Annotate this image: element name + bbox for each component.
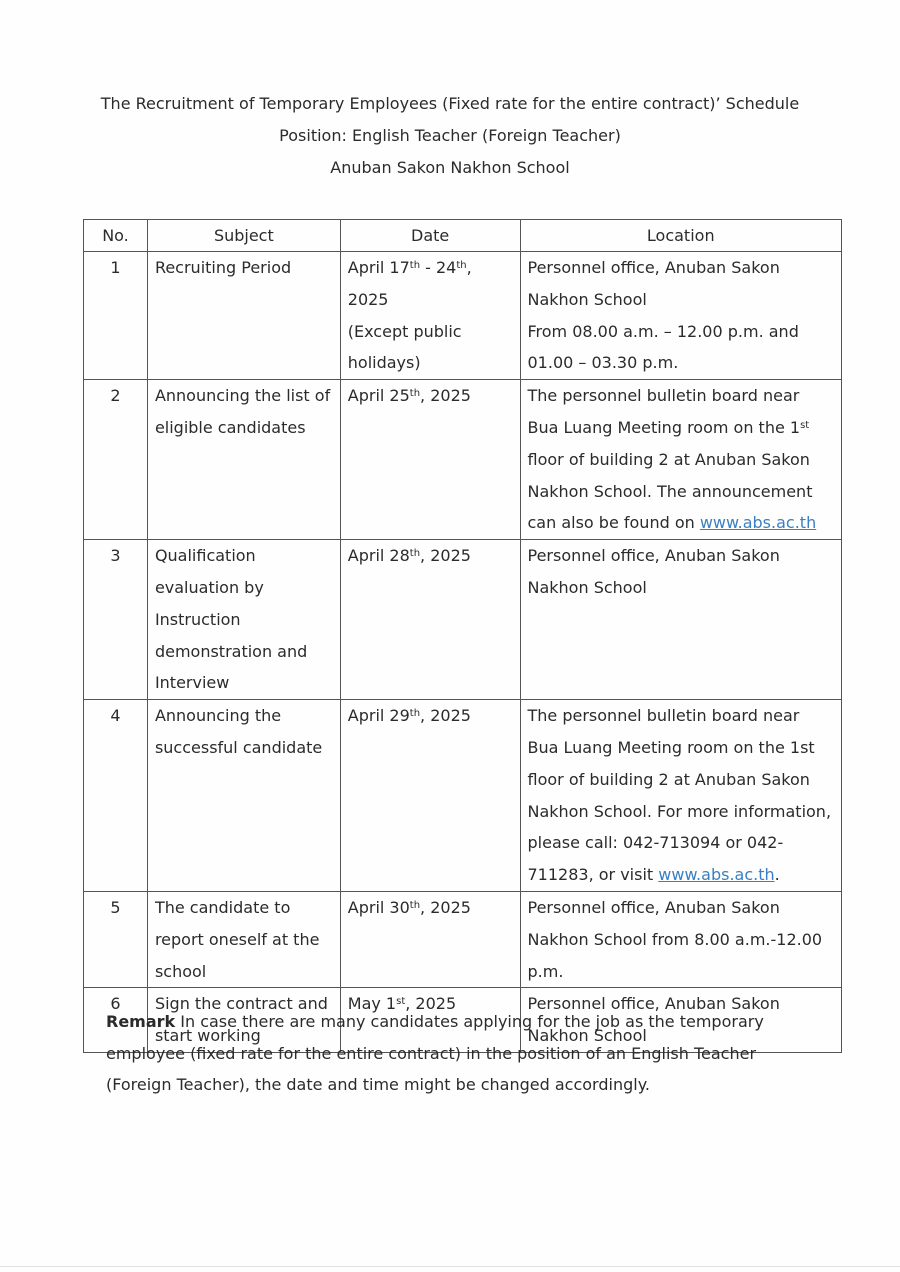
website-link[interactable]: www.abs.ac.th [658,865,775,885]
date-text: May 1 [347,994,397,1014]
date-suffix: th [409,548,421,560]
date-note: (Except public holidays) [347,321,462,373]
header-no: No. [84,220,148,252]
row-date [340,540,520,700]
row-subject: Recruiting Period [147,252,340,380]
table-row [84,540,842,700]
row-location [520,700,842,892]
table-row [84,700,842,892]
date-suffix: th [409,388,421,400]
table-header-row [84,220,842,252]
date-text: April 25 [347,386,410,406]
floor-suffix: st [800,419,810,431]
school-name: Anuban Sakon Nakhon School [330,158,570,177]
row-location [520,380,842,540]
table-row [84,891,842,987]
date-text: April 30 [347,897,410,917]
row-subject: The candidate to report oneself at the school [147,891,340,987]
row-no: 2 [84,380,148,540]
date-text: April 29 [347,706,410,726]
row-subject: Announcing the successful candidate [147,700,340,892]
remark-text: In case there are many candidates applying for the job as the temporary employee (fixed rate for the entire contract) in the position of an English Teacher (Foreign Teacher), the date and time might be changed accordingly. [106,1012,764,1094]
date-start-suffix: th [409,260,421,271]
date-year: , 2025 [420,706,471,726]
date-separator: - 24 [420,258,457,277]
row-no: 6 [84,988,148,1053]
remark-paragraph [106,1006,806,1101]
location-text-cont: floor of building 2 at Anuban Sakon Nakhon School. The announcement can also be found on [527,449,813,533]
location-text: Personnel office, Anuban Sakon Nakhon School [527,258,780,309]
row-no: 4 [84,700,148,892]
date-year: , 2025 [420,546,471,566]
location-text: The personnel bulletin board near Bua Luang Meeting room on the 1st floor of building 2 at Anuban Sakon Nakhon School. For more information, please call: 042-713094 or 042-711283, or visit [527,706,832,885]
location-text: The personnel bulletin board near Bua Luang Meeting room on the 1 [527,386,801,437]
document-header [0,88,900,184]
website-link[interactable]: www.abs.ac.th [699,513,817,533]
date-year: , 2025 [420,897,471,917]
table-row [84,380,842,540]
row-subject: Sign the contract and start working [147,988,340,1053]
position-line: Position: English Teacher (Foreign Teacher) [279,126,621,145]
row-date [340,252,520,380]
date-text: April 28 [347,546,410,566]
row-location: Personnel office, Anuban Sakon Nakhon School [520,540,842,700]
row-location: Personnel office, Anuban Sakon Nakhon School [520,988,842,1053]
date-suffix: th [409,899,421,911]
date-year: , 2025 [347,258,472,309]
row-subject: Qualification evaluation by Instruction demonstration and Interview [147,540,340,700]
date-suffix: st [396,996,406,1008]
row-subject: Announcing the list of eligible candidates [147,380,340,540]
header-date: Date [340,220,520,252]
location-hours: From 08.00 a.m. – 12.00 p.m. and 01.00 – 03.30 p.m. [527,321,799,373]
remark-label: Remark [106,1012,176,1031]
row-date [340,700,520,892]
row-date [340,891,520,987]
row-location [520,252,842,380]
location-tail: . [774,865,780,885]
table-row [84,252,842,380]
date-year: , 2025 [420,386,471,406]
document-title: The Recruitment of Temporary Employees (Fixed rate for the entire contract)’ Schedule [100,94,800,113]
schedule-table [83,219,842,1053]
row-no: 3 [84,540,148,700]
row-no: 5 [84,891,148,987]
date-year: , 2025 [405,994,457,1014]
date-end-suffix: th [456,260,467,271]
header-location: Location [520,220,842,252]
row-no: 1 [84,252,148,380]
header-subject: Subject [147,220,340,252]
row-location: Personnel office, Anuban Sakon Nakhon School from 8.00 a.m.-12.00 p.m. [520,891,842,987]
date-suffix: th [409,708,421,720]
page-bottom-edge [0,1266,900,1267]
date-start: April 17 [347,258,410,277]
row-date [340,380,520,540]
